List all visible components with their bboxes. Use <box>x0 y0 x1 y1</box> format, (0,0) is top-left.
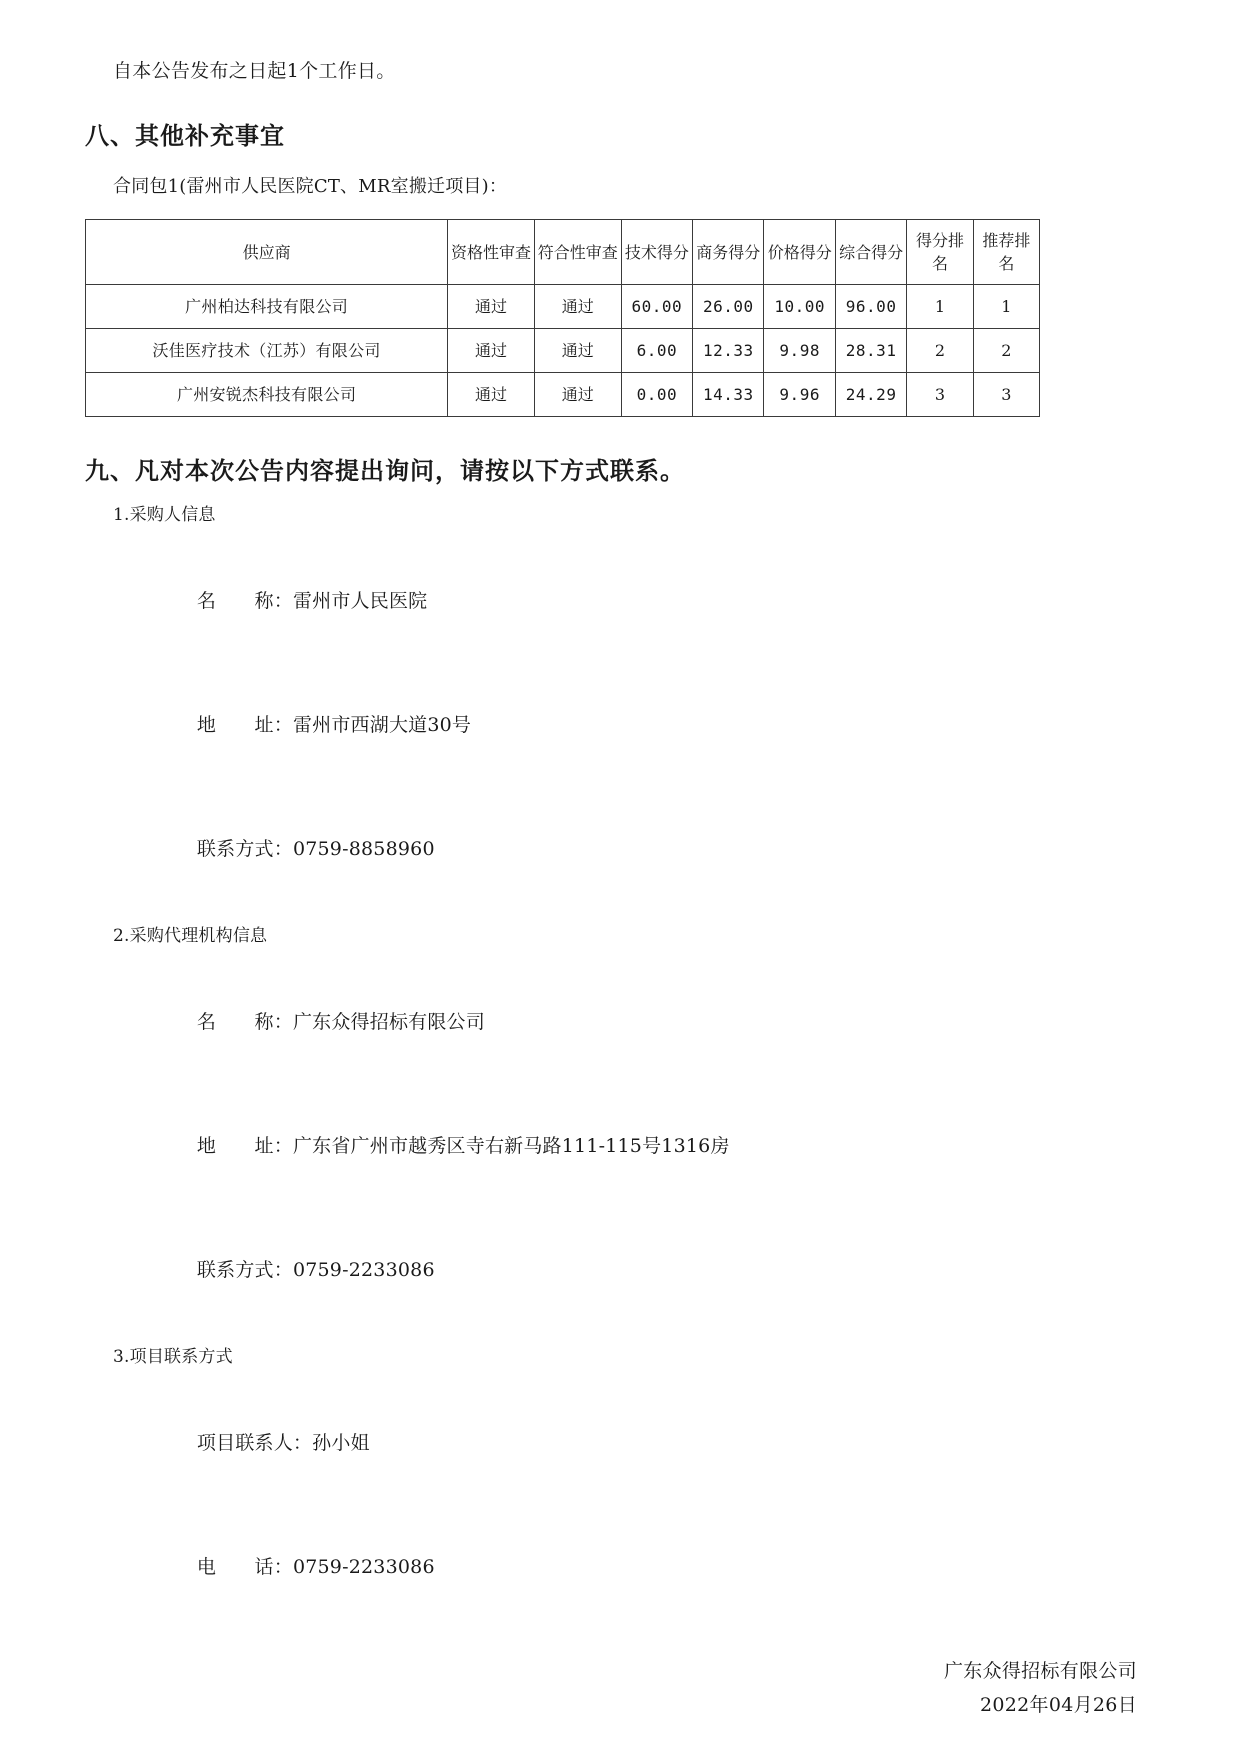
cell-business: 12.33 <box>693 329 764 373</box>
cell-qualification: 通过 <box>448 285 535 329</box>
field-value: 0759-2233086 <box>292 1259 435 1281</box>
contact-information <box>85 500 1155 1620</box>
table-row <box>86 285 1040 329</box>
cell-score-rank: 3 <box>907 373 973 417</box>
field-value: 雷州市西湖大道30号 <box>292 714 472 736</box>
column-header-recommend-rank: 推荐排名 <box>973 220 1039 285</box>
group-label: 2.采购代理机构信息 <box>113 926 268 946</box>
field-project-contact-person <box>147 1391 1155 1496</box>
cell-score-rank: 2 <box>907 329 973 373</box>
cell-qualification: 通过 <box>448 373 535 417</box>
cell-recommend-rank: 3 <box>973 373 1039 417</box>
cell-total: 96.00 <box>835 285 906 329</box>
column-header-total: 综合得分 <box>835 220 906 285</box>
cell-technical: 60.00 <box>621 285 692 329</box>
field-address <box>147 1094 1155 1199</box>
cell-compliance: 通过 <box>534 285 621 329</box>
field-label: 联系方式： <box>196 838 293 860</box>
contact-group-project <box>85 1342 1155 1620</box>
field-label: 地 址： <box>196 714 293 736</box>
group-label: 1.采购人信息 <box>113 505 216 525</box>
column-header-technical: 技术得分 <box>621 220 692 285</box>
cell-compliance: 通过 <box>534 373 621 417</box>
cell-total: 28.31 <box>835 329 906 373</box>
cell-score-rank: 1 <box>907 285 973 329</box>
cell-total: 24.29 <box>835 373 906 417</box>
field-label: 地 址： <box>196 1135 293 1157</box>
column-header-business: 商务得分 <box>693 220 764 285</box>
cell-qualification: 通过 <box>448 329 535 373</box>
table-row <box>86 329 1040 373</box>
contract-package-label: 合同包1(雷州市人民医院CT、MR室搬迁项目)： <box>113 176 508 197</box>
cell-recommend-rank: 1 <box>973 285 1039 329</box>
cell-business: 26.00 <box>693 285 764 329</box>
supplier-score-table <box>85 219 1040 417</box>
field-contact <box>147 797 1155 902</box>
field-value: 广东省广州市越秀区寺右新马路111-115号1316房 <box>292 1135 730 1157</box>
field-contact <box>147 1218 1155 1323</box>
column-header-compliance: 符合性审查 <box>534 220 621 285</box>
cell-technical: 6.00 <box>621 329 692 373</box>
group-label: 3.项目联系方式 <box>113 1347 233 1367</box>
cell-price: 10.00 <box>764 285 835 329</box>
field-name <box>147 549 1155 654</box>
field-value: 广东众得招标有限公司 <box>292 1011 485 1033</box>
field-phone <box>147 1515 1155 1620</box>
column-header-supplier: 供应商 <box>86 220 448 285</box>
signature-block <box>85 1654 1155 1722</box>
field-address <box>147 673 1155 778</box>
contact-group-purchaser <box>85 500 1155 902</box>
table-header-row <box>86 220 1040 285</box>
column-header-qualification: 资格性审查 <box>448 220 535 285</box>
cell-supplier: 广州安锐杰科技有限公司 <box>86 373 448 417</box>
cell-price: 9.98 <box>764 329 835 373</box>
cell-business: 14.33 <box>693 373 764 417</box>
cell-supplier: 沃佳医疗技术（江苏）有限公司 <box>86 329 448 373</box>
intro-paragraph: 自本公告发布之日起1个工作日。 <box>113 60 396 82</box>
section-eight-heading: 八、其他补充事宜 <box>85 121 285 150</box>
column-header-score-rank: 得分排名 <box>907 220 973 285</box>
column-header-price: 价格得分 <box>764 220 835 285</box>
field-label: 项目联系人： <box>196 1432 313 1454</box>
signature-date: 2022年04月26日 <box>979 1694 1137 1716</box>
section-nine-heading: 九、凡对本次公告内容提出询问，请按以下方式联系。 <box>85 456 685 485</box>
table-row <box>86 373 1040 417</box>
field-label: 名 称： <box>196 590 293 612</box>
field-label: 电 话： <box>196 1556 293 1578</box>
field-value: 孙小姐 <box>312 1432 370 1454</box>
field-label: 联系方式： <box>196 1259 293 1281</box>
cell-technical: 0.00 <box>621 373 692 417</box>
signature-company: 广东众得招标有限公司 <box>943 1660 1137 1682</box>
cell-price: 9.96 <box>764 373 835 417</box>
contact-group-agency <box>85 921 1155 1323</box>
cell-supplier: 广州柏达科技有限公司 <box>86 285 448 329</box>
field-name <box>147 970 1155 1075</box>
field-value: 雷州市人民医院 <box>292 590 428 612</box>
field-value: 0759-8858960 <box>292 838 435 860</box>
field-value: 0759-2233086 <box>292 1556 435 1578</box>
field-label: 名 称： <box>196 1011 293 1033</box>
cell-recommend-rank: 2 <box>973 329 1039 373</box>
cell-compliance: 通过 <box>534 329 621 373</box>
